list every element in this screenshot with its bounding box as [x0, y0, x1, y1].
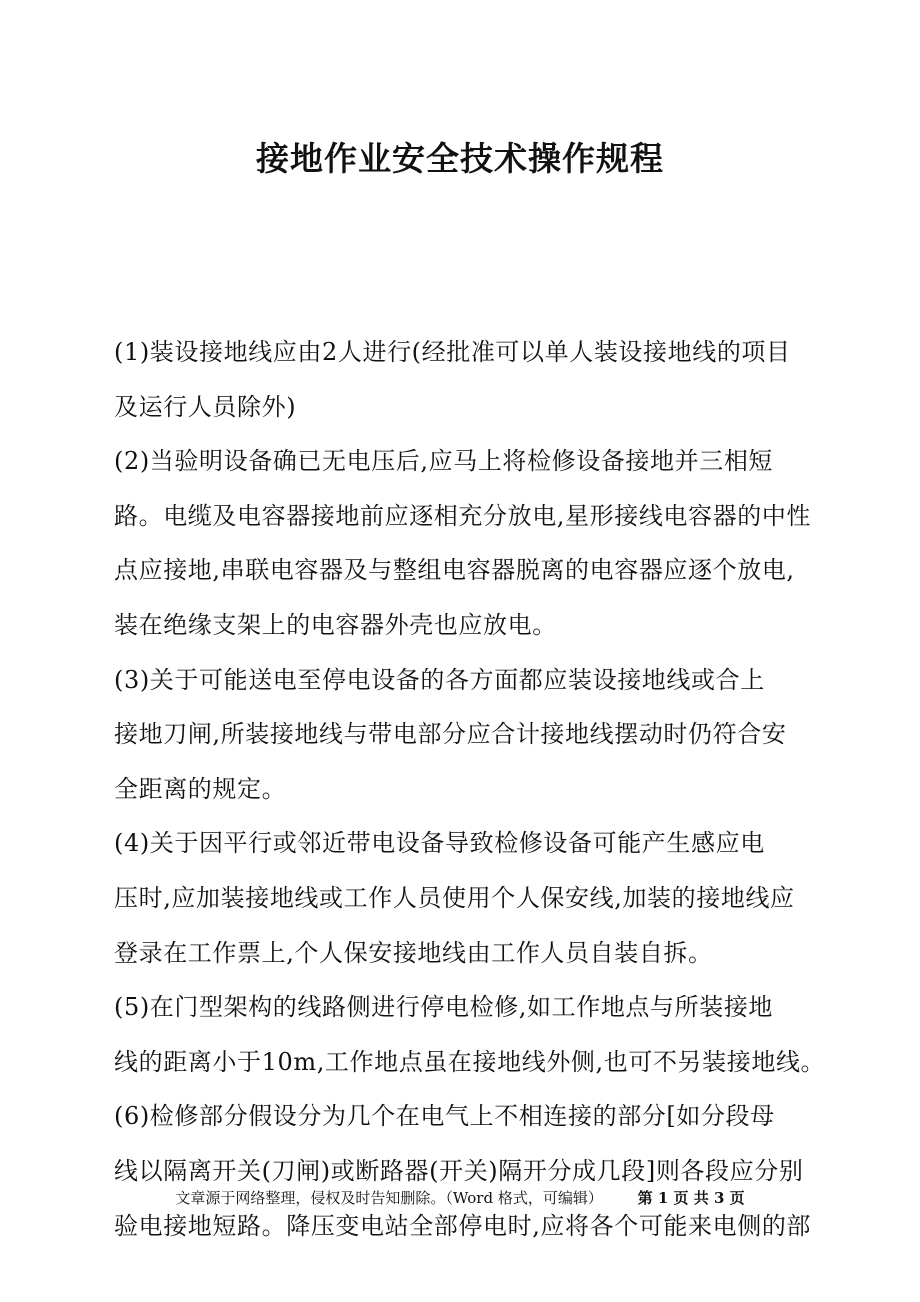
page-footer [0, 1187, 920, 1208]
text-line: 登录在工作票上,个人保安接地线由工作人员自装自拆。 [114, 938, 713, 967]
text-line: 压时,应加装接地线或工作人员使用个人保安线,加装的接地线应 [114, 883, 795, 912]
text-line: 及运行人员除外) [114, 392, 297, 421]
document-body [114, 325, 826, 1253]
paragraph-1 [114, 325, 814, 434]
paragraph-5 [114, 980, 826, 1089]
text-line: (4)关于因平行或邻近带电设备导致检修设备可能产生感应电 [114, 829, 765, 858]
page-title: 接地作业安全技术操作规程 [256, 139, 664, 178]
paragraph-3 [114, 653, 814, 817]
page-number: 第 1 页 共 3 页 [637, 1189, 745, 1207]
paragraph-2 [114, 434, 814, 652]
text-line: (5)在门型架构的线路侧进行停电检修,如工作地点与所装接地 [114, 993, 774, 1022]
paragraph-4 [114, 816, 814, 980]
text-line: (3)关于可能送电至停电设备的各方面都应装设接地线或合上 [114, 665, 765, 694]
text-line: (6)检修部分假设分为几个在电气上不相连接的部分[如分段母 [114, 1102, 775, 1131]
text-line: (2)当验明设备确已无电压后,应马上将检修设备接地并三相短 [114, 447, 774, 476]
text-line: 验电接地短路。降压变电站全部停电时,应将各个可能来电侧的部 [114, 1211, 812, 1240]
text-line: 装在绝缘支架上的电容器外壳也应放电。 [114, 610, 557, 639]
text-line: 全距离的规定。 [114, 774, 287, 803]
text-line: 路。电缆及电容器接地前应逐相充分放电,星形接线电容器的中性 [114, 501, 812, 530]
text-line: (1)装设接地线应由2人进行(经批准可以单人装设接地线的项目 [114, 338, 791, 366]
text-line: 线的距离小于10m,工作地点虽在接地线外侧,也可不另装接地线。 [114, 1047, 826, 1076]
footer-note: 文章源于网络整理，侵权及时告知删除。（Word 格式，可编辑） [175, 1189, 603, 1207]
text-line: 点应接地,串联电容器及与整组电容器脱离的电容器应逐个放电, [114, 556, 795, 585]
text-line: 接地刀闸,所装接地线与带电部分应合计接地线摆动时仍符合安 [114, 720, 787, 749]
text-line: 线以隔离开关(刀闸)或断路器(开关)隔开分成几段]则各段应分别 [114, 1156, 804, 1185]
paragraph-6 [114, 1089, 814, 1253]
